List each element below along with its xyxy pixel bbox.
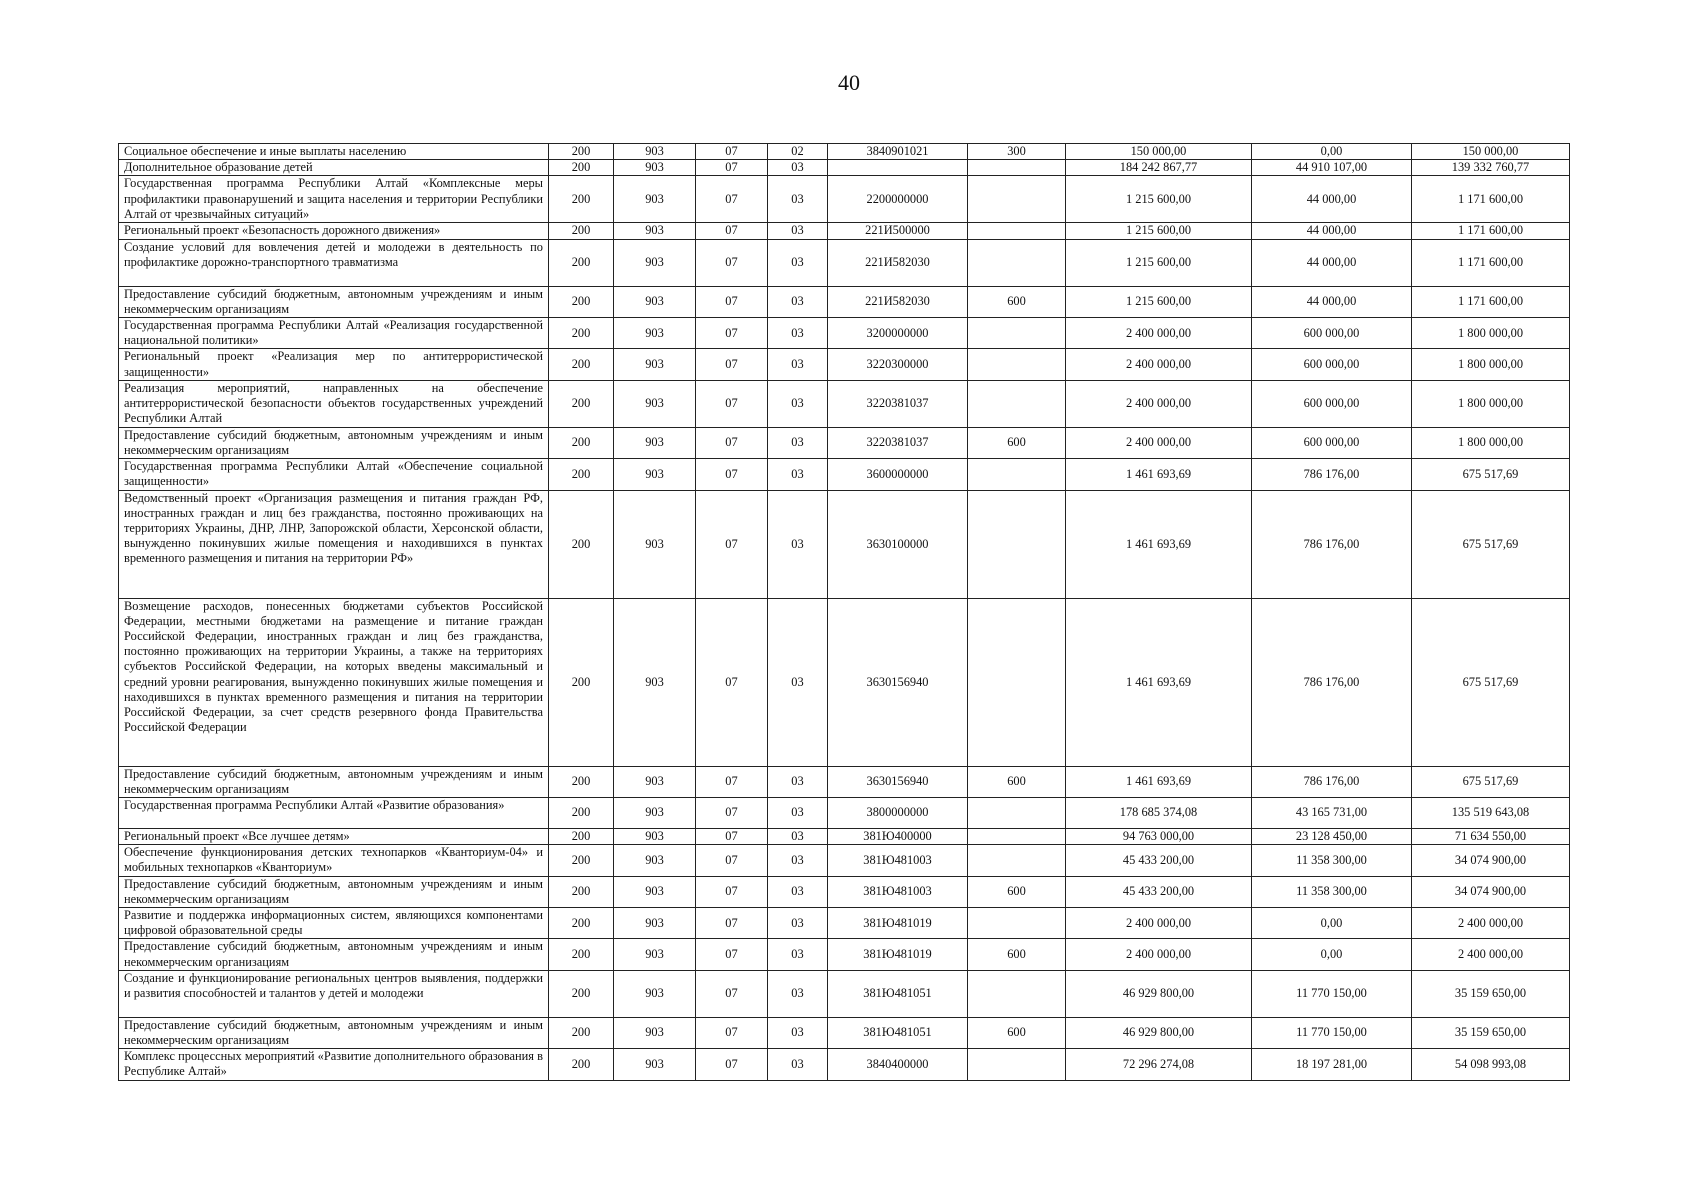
row-v3-cell: 34 074 900,00: [1412, 876, 1570, 907]
row-c-cell: 07: [696, 160, 768, 176]
row-name-cell: Предоставление субсидий бюджетным, автономным учреждениям и иным некоммерческим организациям: [119, 939, 549, 970]
row-a-cell: 200: [549, 349, 614, 380]
row-v3-cell: 2 400 000,00: [1412, 908, 1570, 939]
row-c-cell: 07: [696, 144, 768, 160]
row-f-cell: [968, 845, 1066, 876]
row-e-cell: 3630156940: [828, 598, 968, 766]
row-f-cell: [968, 1049, 1066, 1080]
row-v2-cell: 44 000,00: [1252, 223, 1412, 239]
row-e-cell: 381Ю481019: [828, 939, 968, 970]
row-v3-cell: 150 000,00: [1412, 144, 1570, 160]
row-v1-cell: 1 215 600,00: [1066, 239, 1252, 286]
row-v2-cell: 786 176,00: [1252, 490, 1412, 598]
row-name-cell: Социальное обеспечение и иные выплаты населению: [119, 144, 549, 160]
row-d-cell: 03: [768, 939, 828, 970]
table-row: [119, 349, 1570, 380]
row-c-cell: 07: [696, 766, 768, 797]
row-v3-cell: 71 634 550,00: [1412, 829, 1570, 845]
row-v1-cell: 2 400 000,00: [1066, 318, 1252, 349]
row-v1-cell: 2 400 000,00: [1066, 427, 1252, 458]
table-row: [119, 598, 1570, 766]
row-d-cell: 03: [768, 380, 828, 427]
row-v3-cell: 54 098 993,08: [1412, 1049, 1570, 1080]
row-v3-cell: 1 171 600,00: [1412, 239, 1570, 286]
row-d-cell: 03: [768, 829, 828, 845]
row-f-cell: [968, 459, 1066, 490]
row-e-cell: 381Ю481051: [828, 970, 968, 1017]
row-a-cell: 200: [549, 829, 614, 845]
table-row: [119, 970, 1570, 1017]
row-b-cell: 903: [614, 239, 696, 286]
row-f-cell: 600: [968, 1017, 1066, 1048]
row-v3-cell: 675 517,69: [1412, 459, 1570, 490]
row-d-cell: 03: [768, 845, 828, 876]
row-v1-cell: 1 215 600,00: [1066, 286, 1252, 317]
row-v3-cell: 675 517,69: [1412, 766, 1570, 797]
row-b-cell: 903: [614, 223, 696, 239]
row-a-cell: 200: [549, 176, 614, 223]
table-row: [119, 908, 1570, 939]
row-v1-cell: 1 461 693,69: [1066, 490, 1252, 598]
table-row: [119, 1017, 1570, 1048]
row-c-cell: 07: [696, 318, 768, 349]
row-b-cell: 903: [614, 349, 696, 380]
row-name-cell: Предоставление субсидий бюджетным, автономным учреждениям и иным некоммерческим организациям: [119, 876, 549, 907]
row-v1-cell: 45 433 200,00: [1066, 876, 1252, 907]
row-v3-cell: 1 171 600,00: [1412, 286, 1570, 317]
row-e-cell: 381Ю481019: [828, 908, 968, 939]
row-v2-cell: 11 358 300,00: [1252, 876, 1412, 907]
table-row: [119, 829, 1570, 845]
row-v2-cell: 786 176,00: [1252, 766, 1412, 797]
row-a-cell: 200: [549, 223, 614, 239]
row-b-cell: 903: [614, 160, 696, 176]
row-a-cell: 200: [549, 380, 614, 427]
row-c-cell: 07: [696, 829, 768, 845]
row-e-cell: 2200000000: [828, 176, 968, 223]
row-c-cell: 07: [696, 1017, 768, 1048]
row-name-cell: Обеспечение функционирования детских технопарков «Кванториум-04» и мобильных технопарков «Кванториум»: [119, 845, 549, 876]
row-b-cell: 903: [614, 598, 696, 766]
row-a-cell: 200: [549, 598, 614, 766]
row-b-cell: 903: [614, 427, 696, 458]
row-v1-cell: 1 461 693,69: [1066, 459, 1252, 490]
row-v2-cell: 18 197 281,00: [1252, 1049, 1412, 1080]
row-c-cell: 07: [696, 239, 768, 286]
row-name-cell: Государственная программа Республики Алтай «Развитие образования»: [119, 798, 549, 829]
row-f-cell: [968, 239, 1066, 286]
row-v3-cell: 1 800 000,00: [1412, 427, 1570, 458]
row-a-cell: 200: [549, 160, 614, 176]
row-e-cell: 3840901021: [828, 144, 968, 160]
row-d-cell: 03: [768, 598, 828, 766]
row-v2-cell: 0,00: [1252, 144, 1412, 160]
row-v1-cell: 2 400 000,00: [1066, 380, 1252, 427]
table-row: [119, 876, 1570, 907]
table-row: [119, 427, 1570, 458]
row-d-cell: 03: [768, 1049, 828, 1080]
row-d-cell: 03: [768, 239, 828, 286]
row-c-cell: 07: [696, 286, 768, 317]
row-e-cell: 221И582030: [828, 286, 968, 317]
row-name-cell: Государственная программа Республики Алтай «Обеспечение социальной защищенности»: [119, 459, 549, 490]
table-row: [119, 490, 1570, 598]
row-f-cell: [968, 349, 1066, 380]
row-e-cell: 381Ю481003: [828, 876, 968, 907]
row-v1-cell: 46 929 800,00: [1066, 970, 1252, 1017]
row-e-cell: 3200000000: [828, 318, 968, 349]
row-v2-cell: 600 000,00: [1252, 318, 1412, 349]
table-row: [119, 223, 1570, 239]
row-v3-cell: 135 519 643,08: [1412, 798, 1570, 829]
row-v2-cell: 44 000,00: [1252, 239, 1412, 286]
row-b-cell: 903: [614, 286, 696, 317]
row-d-cell: 03: [768, 798, 828, 829]
row-b-cell: 903: [614, 908, 696, 939]
row-b-cell: 903: [614, 845, 696, 876]
row-v1-cell: 72 296 274,08: [1066, 1049, 1252, 1080]
row-v3-cell: 2 400 000,00: [1412, 939, 1570, 970]
row-c-cell: 07: [696, 459, 768, 490]
row-e-cell: 381Ю481003: [828, 845, 968, 876]
table-row: [119, 239, 1570, 286]
row-v2-cell: 11 770 150,00: [1252, 970, 1412, 1017]
row-c-cell: 07: [696, 223, 768, 239]
row-d-cell: 03: [768, 176, 828, 223]
row-f-cell: [968, 160, 1066, 176]
row-a-cell: 200: [549, 427, 614, 458]
row-c-cell: 07: [696, 876, 768, 907]
row-b-cell: 903: [614, 459, 696, 490]
row-v1-cell: 45 433 200,00: [1066, 845, 1252, 876]
row-v1-cell: 184 242 867,77: [1066, 160, 1252, 176]
row-e-cell: 3220300000: [828, 349, 968, 380]
row-name-cell: Создание и функционирование региональных центров выявления, поддержки и развития способностей и талантов у детей и молодежи: [119, 970, 549, 1017]
row-a-cell: 200: [549, 286, 614, 317]
row-f-cell: [968, 970, 1066, 1017]
row-e-cell: 3630100000: [828, 490, 968, 598]
table-row: [119, 939, 1570, 970]
row-v3-cell: 1 800 000,00: [1412, 380, 1570, 427]
row-d-cell: 03: [768, 349, 828, 380]
row-name-cell: Дополнительное образование детей: [119, 160, 549, 176]
table-row: [119, 798, 1570, 829]
row-v3-cell: 1 171 600,00: [1412, 176, 1570, 223]
row-v1-cell: 94 763 000,00: [1066, 829, 1252, 845]
row-d-cell: 03: [768, 1017, 828, 1048]
row-a-cell: 200: [549, 970, 614, 1017]
row-a-cell: 200: [549, 798, 614, 829]
row-d-cell: 03: [768, 459, 828, 490]
row-name-cell: Государственная программа Республики Алтай «Реализация государственной национальной политики»: [119, 318, 549, 349]
budget-table: [118, 143, 1570, 1081]
row-c-cell: 07: [696, 490, 768, 598]
row-b-cell: 903: [614, 318, 696, 349]
row-v2-cell: 44 000,00: [1252, 286, 1412, 317]
row-v1-cell: 46 929 800,00: [1066, 1017, 1252, 1048]
table-row: [119, 144, 1570, 160]
row-name-cell: Предоставление субсидий бюджетным, автономным учреждениям и иным некоммерческим организациям: [119, 1017, 549, 1048]
row-b-cell: 903: [614, 380, 696, 427]
row-c-cell: 07: [696, 349, 768, 380]
row-v3-cell: 1 800 000,00: [1412, 349, 1570, 380]
row-v1-cell: 1 215 600,00: [1066, 223, 1252, 239]
row-v2-cell: 600 000,00: [1252, 349, 1412, 380]
row-v3-cell: 35 159 650,00: [1412, 970, 1570, 1017]
row-b-cell: 903: [614, 939, 696, 970]
row-v2-cell: 600 000,00: [1252, 380, 1412, 427]
row-name-cell: Региональный проект «Все лучшее детям»: [119, 829, 549, 845]
row-f-cell: 600: [968, 286, 1066, 317]
row-c-cell: 07: [696, 176, 768, 223]
row-b-cell: 903: [614, 766, 696, 797]
row-a-cell: 200: [549, 239, 614, 286]
row-e-cell: 3800000000: [828, 798, 968, 829]
table-row: [119, 176, 1570, 223]
row-b-cell: 903: [614, 1049, 696, 1080]
row-name-cell: Возмещение расходов, понесенных бюджетами субъектов Российской Федерации, местными бюджетами на размещение и питание граждан Российской Федерации, иностранных граждан и лиц без гражданства, постоянно проживающих на территории Украины, а также на территориях субъектов Российской Федерации, на которых введены максимальный и средний уровни реагирования, вынужденно покинувших жилые помещения и находившихся в пунктах временного размещения и питания на территории Российской Федерации, за счет средств резервного фонда Правительства Российской Федерации: [119, 598, 549, 766]
row-v1-cell: 1 215 600,00: [1066, 176, 1252, 223]
row-v1-cell: 2 400 000,00: [1066, 908, 1252, 939]
table-body: [119, 144, 1570, 1081]
row-v3-cell: 1 800 000,00: [1412, 318, 1570, 349]
row-v1-cell: 150 000,00: [1066, 144, 1252, 160]
row-a-cell: 200: [549, 459, 614, 490]
row-v1-cell: 2 400 000,00: [1066, 349, 1252, 380]
row-name-cell: Предоставление субсидий бюджетным, автономным учреждениям и иным некоммерческим организациям: [119, 427, 549, 458]
row-f-cell: [968, 490, 1066, 598]
row-v3-cell: 675 517,69: [1412, 490, 1570, 598]
row-f-cell: [968, 318, 1066, 349]
row-e-cell: 381Ю400000: [828, 829, 968, 845]
row-name-cell: Региональный проект «Безопасность дорожного движения»: [119, 223, 549, 239]
row-b-cell: 903: [614, 1017, 696, 1048]
row-f-cell: [968, 380, 1066, 427]
row-e-cell: [828, 160, 968, 176]
row-c-cell: 07: [696, 427, 768, 458]
row-d-cell: 03: [768, 223, 828, 239]
table-row: [119, 160, 1570, 176]
row-f-cell: [968, 829, 1066, 845]
row-v2-cell: 786 176,00: [1252, 598, 1412, 766]
row-b-cell: 903: [614, 876, 696, 907]
row-c-cell: 07: [696, 380, 768, 427]
row-name-cell: Государственная программа Республики Алтай «Комплексные меры профилактики правонарушений и защита населения и территории Республики Алтай от чрезвычайных ситуаций»: [119, 176, 549, 223]
row-e-cell: 221И582030: [828, 239, 968, 286]
row-d-cell: 03: [768, 766, 828, 797]
row-f-cell: 600: [968, 876, 1066, 907]
row-c-cell: 07: [696, 970, 768, 1017]
row-a-cell: 200: [549, 876, 614, 907]
row-c-cell: 07: [696, 1049, 768, 1080]
row-v2-cell: 600 000,00: [1252, 427, 1412, 458]
row-b-cell: 903: [614, 798, 696, 829]
row-f-cell: [968, 176, 1066, 223]
row-v2-cell: 786 176,00: [1252, 459, 1412, 490]
row-a-cell: 200: [549, 490, 614, 598]
page-number: 40: [838, 70, 860, 95]
row-c-cell: 07: [696, 845, 768, 876]
row-b-cell: 903: [614, 490, 696, 598]
row-v2-cell: 0,00: [1252, 939, 1412, 970]
row-v2-cell: 23 128 450,00: [1252, 829, 1412, 845]
row-v2-cell: 11 770 150,00: [1252, 1017, 1412, 1048]
row-a-cell: 200: [549, 939, 614, 970]
row-v2-cell: 11 358 300,00: [1252, 845, 1412, 876]
table-row: [119, 459, 1570, 490]
row-a-cell: 200: [549, 318, 614, 349]
row-d-cell: 03: [768, 908, 828, 939]
row-f-cell: 600: [968, 766, 1066, 797]
row-a-cell: 200: [549, 1017, 614, 1048]
row-d-cell: 03: [768, 160, 828, 176]
row-v3-cell: 675 517,69: [1412, 598, 1570, 766]
row-e-cell: 3600000000: [828, 459, 968, 490]
row-v2-cell: 0,00: [1252, 908, 1412, 939]
row-v2-cell: 43 165 731,00: [1252, 798, 1412, 829]
row-c-cell: 07: [696, 939, 768, 970]
row-f-cell: [968, 908, 1066, 939]
row-e-cell: 3220381037: [828, 380, 968, 427]
row-a-cell: 200: [549, 766, 614, 797]
row-d-cell: 02: [768, 144, 828, 160]
row-d-cell: 03: [768, 970, 828, 1017]
table-row: [119, 318, 1570, 349]
row-d-cell: 03: [768, 876, 828, 907]
row-d-cell: 03: [768, 427, 828, 458]
row-b-cell: 903: [614, 829, 696, 845]
row-v3-cell: 35 159 650,00: [1412, 1017, 1570, 1048]
row-d-cell: 03: [768, 318, 828, 349]
row-name-cell: Реализация мероприятий, направленных на обеспечение антитеррористической безопасности объектов государственных учреждений Республики Алтай: [119, 380, 549, 427]
row-name-cell: Развитие и поддержка информационных систем, являющихся компонентами цифровой образовательной среды: [119, 908, 549, 939]
row-c-cell: 07: [696, 598, 768, 766]
row-a-cell: 200: [549, 1049, 614, 1080]
row-f-cell: 300: [968, 144, 1066, 160]
row-b-cell: 903: [614, 176, 696, 223]
row-v1-cell: 1 461 693,69: [1066, 598, 1252, 766]
row-b-cell: 903: [614, 144, 696, 160]
row-v1-cell: 178 685 374,08: [1066, 798, 1252, 829]
row-v3-cell: 139 332 760,77: [1412, 160, 1570, 176]
row-e-cell: 3840400000: [828, 1049, 968, 1080]
row-c-cell: 07: [696, 798, 768, 829]
row-name-cell: Региональный проект «Реализация мер по антитеррористической защищенности»: [119, 349, 549, 380]
row-name-cell: Предоставление субсидий бюджетным, автономным учреждениям и иным некоммерческим организациям: [119, 286, 549, 317]
row-name-cell: Предоставление субсидий бюджетным, автономным учреждениям и иным некоммерческим организациям: [119, 766, 549, 797]
row-c-cell: 07: [696, 908, 768, 939]
row-d-cell: 03: [768, 490, 828, 598]
table-row: [119, 286, 1570, 317]
row-name-cell: Комплекс процессных мероприятий «Развитие дополнительного образования в Республике Алтай»: [119, 1049, 549, 1080]
row-v3-cell: 34 074 900,00: [1412, 845, 1570, 876]
row-a-cell: 200: [549, 908, 614, 939]
row-a-cell: 200: [549, 144, 614, 160]
table-row: [119, 766, 1570, 797]
row-e-cell: 221И500000: [828, 223, 968, 239]
row-name-cell: Создание условий для вовлечения детей и молодежи в деятельность по профилактике дорожно-транспортного травматизма: [119, 239, 549, 286]
row-v2-cell: 44 000,00: [1252, 176, 1412, 223]
row-b-cell: 903: [614, 970, 696, 1017]
row-e-cell: 3220381037: [828, 427, 968, 458]
row-v3-cell: 1 171 600,00: [1412, 223, 1570, 239]
row-a-cell: 200: [549, 845, 614, 876]
row-e-cell: 381Ю481051: [828, 1017, 968, 1048]
row-f-cell: [968, 598, 1066, 766]
table-row: [119, 845, 1570, 876]
row-v2-cell: 44 910 107,00: [1252, 160, 1412, 176]
row-f-cell: [968, 798, 1066, 829]
row-f-cell: [968, 223, 1066, 239]
row-name-cell: Ведомственный проект «Организация размещения и питания граждан РФ, иностранных граждан и лиц без гражданства, постоянно проживающих на территориях Украины, ДНР, ЛНР, Запорожской области, Херсонской области, вынужденно покинувших жилые помещения и находившихся в пунктах временного размещения и питания на территории РФ»: [119, 490, 549, 598]
row-v1-cell: 2 400 000,00: [1066, 939, 1252, 970]
row-f-cell: 600: [968, 939, 1066, 970]
row-v1-cell: 1 461 693,69: [1066, 766, 1252, 797]
table-row: [119, 1049, 1570, 1080]
row-f-cell: 600: [968, 427, 1066, 458]
table-row: [119, 380, 1570, 427]
row-e-cell: 3630156940: [828, 766, 968, 797]
row-d-cell: 03: [768, 286, 828, 317]
